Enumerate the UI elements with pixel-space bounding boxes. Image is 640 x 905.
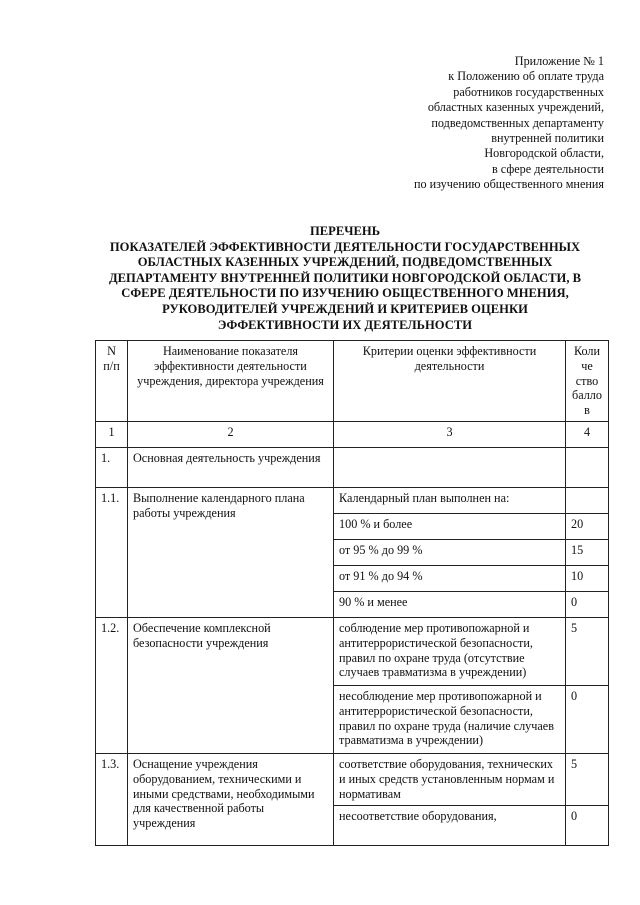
score-cell: 5 (566, 617, 609, 685)
colnum-cell: 2 (128, 421, 334, 447)
header-name: Наименование показателя эффективности деятельности учреждения, директора учреждения (128, 341, 334, 422)
column-number-row (96, 421, 609, 447)
indicators-table (95, 340, 609, 846)
row-name: Обеспечение комплексной безопасности учреждения (128, 617, 334, 753)
title-line: ОБЛАСТНЫХ КАЗЕННЫХ УЧРЕЖДЕНИЙ, ПОДВЕДОМСТВЕННЫХ (137, 255, 553, 270)
score-cell: 5 (566, 753, 609, 805)
table-row (96, 753, 609, 805)
appendix-line: подведомственных департаменту (431, 115, 604, 130)
score-cell-empty (566, 487, 609, 513)
header-criteria: Критерии оценки эффективности деятельности (334, 341, 566, 422)
row-num: 1.3. (96, 753, 128, 845)
appendix-line: в сфере деятельности (492, 161, 604, 176)
header-num: N п/п (96, 341, 128, 422)
appendix-line: к Положению об оплате труда (448, 69, 604, 84)
row-num: 1.1. (96, 487, 128, 617)
title-line: СФЕРЕ ДЕЯТЕЛЬНОСТИ ПО ИЗУЧЕНИЮ ОБЩЕСТВЕННОГО МНЕНИЯ, (121, 286, 569, 301)
row-criteria-empty (334, 447, 566, 487)
score-cell: 0 (566, 685, 609, 753)
score-cell: 0 (566, 805, 609, 845)
title-line: ПЕРЕЧЕНЬ (309, 224, 381, 238)
criteria-cell: несоответствие оборудования, (334, 805, 566, 845)
score-cell: 15 (566, 539, 609, 565)
appendix-line: внутренней политики (491, 131, 604, 146)
row-name: Выполнение календарного плана работы учреждения (128, 487, 334, 617)
appendix-block (274, 54, 604, 193)
appendix-line: по изучению общественного мнения (413, 177, 604, 192)
score-cell: 0 (566, 591, 609, 617)
row-name: Оснащение учреждения оборудованием, техническими и иными средствами, необходимыми для качественной работы учреждения (128, 753, 334, 845)
colnum-cell: 4 (566, 421, 609, 447)
title-line: РУКОВОДИТЕЛЕЙ УЧРЕЖДЕНИЙ И КРИТЕРИЕВ ОЦЕНКИ (162, 301, 528, 316)
row-name: Основная деятельность учреждения (128, 447, 334, 487)
score-cell: 20 (566, 513, 609, 539)
criteria-cell: от 95 % до 99 % (334, 539, 566, 565)
criteria-cell: соблюдение мер противопожарной и антитеррористической безопасности, правил по охране труда (отсутствие случаев травматизма в учреждении) (334, 617, 566, 685)
row-score-empty (566, 447, 609, 487)
appendix-line: работников государственных (453, 84, 604, 99)
colnum-cell: 1 (96, 421, 128, 447)
row-num: 1.2. (96, 617, 128, 753)
appendix-line: Приложение № 1 (514, 54, 604, 68)
appendix-line: Новгородской области, (484, 146, 604, 161)
criteria-cell: соответствие оборудования, технических и иных средств установленным нормам и нормативам (334, 753, 566, 805)
table-header-row (96, 341, 609, 422)
title-line: ЭФФЕКТИВНОСТИ ИХ ДЕЯТЕЛЬНОСТИ (217, 317, 473, 332)
table-row (96, 487, 609, 513)
criteria-cell: 100 % и более (334, 513, 566, 539)
criteria-cell: от 91 % до 94 % (334, 565, 566, 591)
appendix-line: областных казенных учреждений, (427, 100, 604, 115)
row-num: 1. (96, 447, 128, 487)
document-title (90, 224, 600, 333)
table-row (96, 617, 609, 685)
page-bottom-mask (95, 852, 609, 905)
title-line: ПОКАЗАТЕЛЕЙ ЭФФЕКТИВНОСТИ ДЕЯТЕЛЬНОСТИ ГОСУДАРСТВЕННЫХ (109, 239, 581, 254)
score-cell: 10 (566, 565, 609, 591)
criteria-cell: 90 % и менее (334, 591, 566, 617)
colnum-cell: 3 (334, 421, 566, 447)
title-line: ДЕПАРТАМЕНТУ ВНУТРЕННЕЙ ПОЛИТИКИ НОВГОРОДСКОЙ ОБЛАСТИ, В (108, 270, 582, 285)
header-score: Количе ство баллов (566, 341, 609, 422)
table-row (96, 447, 609, 487)
criteria-cell: несоблюдение мер противопожарной и антитеррористической безопасности, правил по охране труда (наличие случаев травматизма в учреждении) (334, 685, 566, 753)
criteria-cell: Календарный план выполнен на: (334, 487, 566, 513)
